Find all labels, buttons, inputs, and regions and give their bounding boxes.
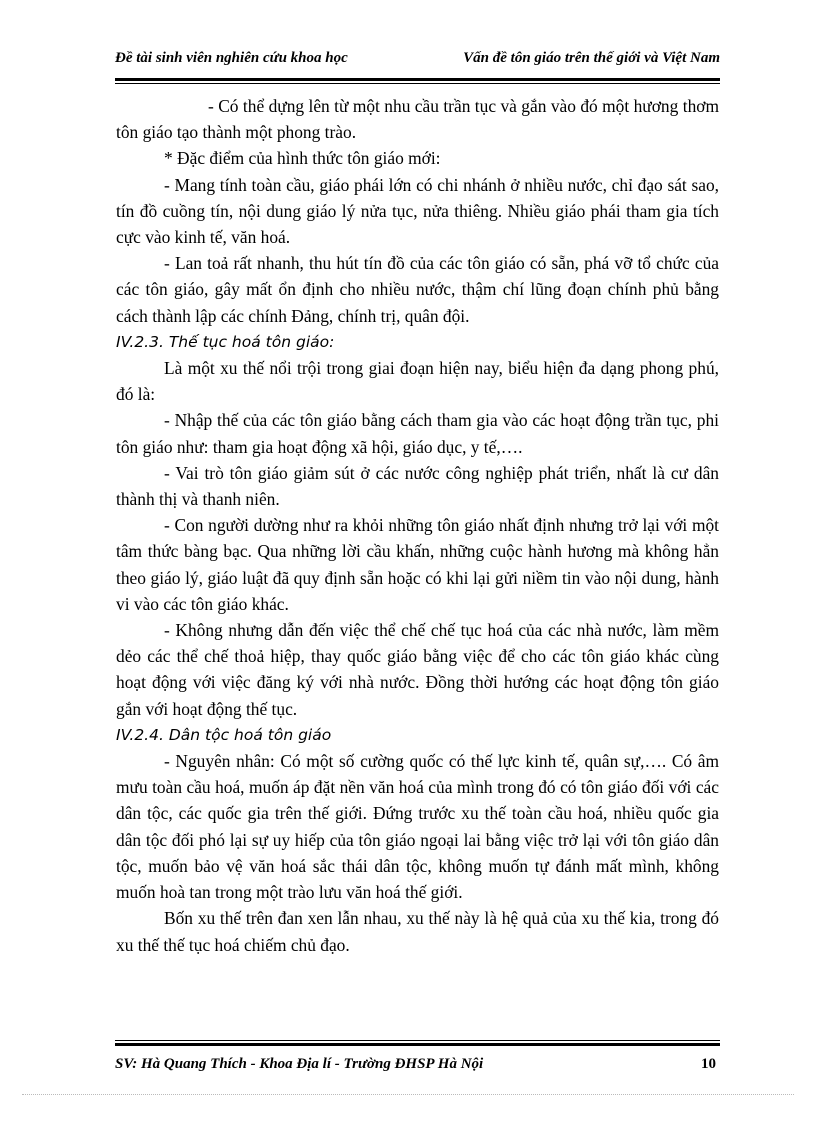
header-right: Vấn đề tôn giáo trên thế giới và Việt Nam — [463, 50, 720, 66]
paragraph: - Có thể dựng lên từ một nhu cầu trần tục và gắn vào đó một hương thơm tôn giáo tạo thành một phong trào. — [116, 96, 719, 143]
footer-author: SV: Hà Quang Thích - Khoa Địa lí - Trường ĐHSP Hà Nội — [115, 1056, 484, 1072]
paragraph: - Vai trò tôn giáo giảm sút ở các nước công nghiệp phát triển, nhất là cư dân thành thị và thanh niên. — [116, 462, 719, 510]
page-header — [115, 50, 720, 70]
paragraph: - Nguyên nhân: Có một số cường quốc có thế lực kinh tế, quân sự,…. Có âm mưu toàn cầu hoá, muốn áp đặt nền văn hoá của mình trong đó có tôn giáo đối với các dân tộc, các quốc gia trên thế giới. Đứng trước xu thế toàn cầu hoá, nhiều quốc gia dân tộc đối phó lại sự uy hiếp của tôn giáo ngoại lai bằng việc trở lại với tôn giáo dân tộc, muốn bảo vệ văn hoá sắc thái dân tộc, không muốn tự đánh mất mình, không muốn hoà tan trong một trào lưu văn hoá thế giới. — [116, 751, 719, 903]
footer-rule-thick — [115, 1043, 720, 1046]
paragraph: Là một xu thế nổi trội trong giai đoạn hiện nay, biểu hiện đa dạng phong phú, đó là: — [116, 358, 719, 405]
paragraph: - Không nhưng dẫn đến việc thể chế chế tục hoá của các nhà nước, làm mềm dẻo các thể chế thoả hiệp, thay quốc giáo bằng việc để cho các tôn giáo khác cùng hoạt động với việc đăng ký với nhà nước. Đồng thời hướng các hoạt động tôn giáo gắn với hoạt động thế tục. — [116, 620, 719, 719]
header-rule-thick — [115, 78, 720, 81]
header-rule-thin — [115, 83, 720, 84]
section-heading: IV.2.4. Dân tộc hoá tôn giáo — [116, 725, 332, 744]
paragraph: - Nhập thế của các tôn giáo bằng cách tham gia vào các hoạt động trần tục, phi tôn giáo như: tham gia hoạt động xã hội, giáo dục, y tế,…. — [116, 410, 719, 457]
paragraph: - Con người dường như ra khỏi những tôn giáo nhất định nhưng trở lại với một tâm thức bàng bạc. Qua những lời cầu khấn, những cuộc hành hương mà không hẳn theo giáo lý, giáo luật đã quy định sẵn hoặc có khi lại gửi niềm tin vào nội dung, hành vi vào các tôn giáo khác. — [116, 515, 719, 614]
page-edge-divider — [22, 1094, 794, 1095]
header-left: Đề tài sinh viên nghiên cứu khoa học — [115, 50, 348, 66]
paragraph: - Mang tính toàn cầu, giáo phái lớn có chi nhánh ở nhiều nước, chỉ đạo sát sao, tín đồ cuồng tín, nội dung giáo lý nửa tục, nửa thiêng. Nhiều giáo phái tham gia tích cực vào kinh tế, văn hoá. — [116, 174, 719, 248]
page-body — [116, 93, 719, 958]
paragraph: * Đặc điểm của hình thức tôn giáo mới: — [164, 148, 441, 169]
section-heading: IV.2.3. Thế tục hoá tôn giáo: — [116, 332, 335, 351]
paragraph: - Lan toả rất nhanh, thu hút tín đồ của các tôn giáo có sẵn, phá vỡ tổ chức của các tôn giáo, gây mất ổn định cho nhiều nước, thậm chí lũng đoạn chính phủ bằng cách thành lập các chính Đảng, chính trị, quân đội. — [116, 253, 719, 326]
paragraph: Bốn xu thế trên đan xen lẫn nhau, xu thế này là hệ quả của xu thế kia, trong đó xu thế thế tục hoá chiếm chủ đạo. — [116, 908, 719, 955]
page-number: 10 — [701, 1056, 716, 1072]
footer-rule-thin — [115, 1040, 720, 1041]
page-footer — [115, 1056, 720, 1078]
